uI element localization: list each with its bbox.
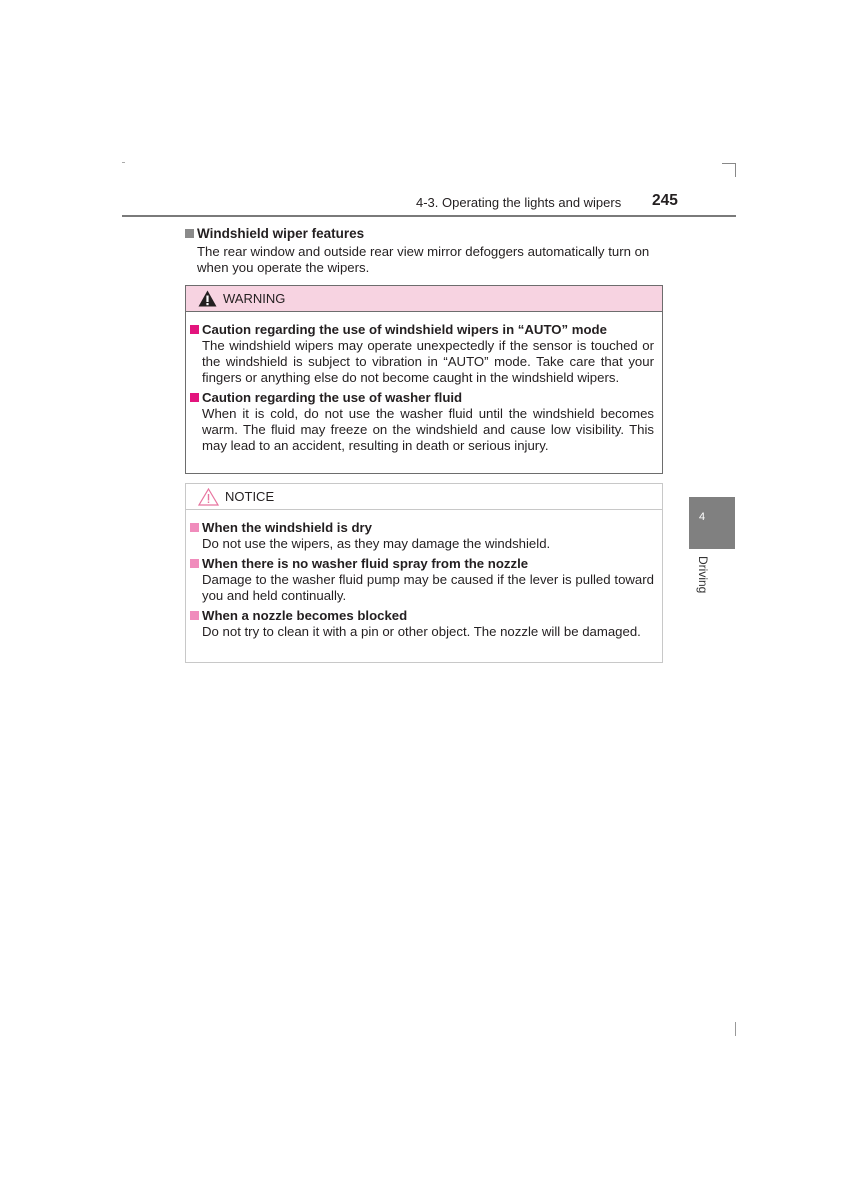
section-heading [185,225,665,242]
warning-label: WARNING [223,291,286,306]
crop-mark-bottom-right [735,1022,736,1036]
chapter-tab [689,497,735,549]
notice-header [186,484,662,510]
running-header-title: 4-3. Operating the lights and wipers [416,195,622,210]
section-windshield-wiper-features [185,225,665,276]
section-heading-text: Windshield wiper features [197,226,365,241]
crop-mark-top-left [122,162,125,163]
warning-item-body: When it is cold, do not use the washer fluid until the windshield becomes warm. The fluid may freeze on the windshield and cause low visibility. This may lead to an accident, resulting in death or serious injury. [202,406,654,453]
warning-item-heading [190,389,654,406]
gray-square-bullet-icon [185,229,194,238]
warning-item [190,389,654,454]
warning-item-heading [190,321,654,338]
header-rule [122,215,736,217]
section-body: The rear window and outside rear view mirror defoggers automatically turn on when you operate the wipers. [197,244,650,275]
notice-item-body: Do not try to clean it with a pin or other object. The nozzle will be damaged. [202,624,641,639]
warning-item-body: The windshield wipers may operate unexpectedly if the sensor is touched or the windshield is subject to vibration in “AUTO” mode. Take care that your fingers or anything else do not become caught in the windshield wipers. [202,338,654,385]
pink-square-bullet-icon [190,523,199,532]
chapter-tab-label [696,556,712,600]
notice-item-heading [190,519,654,536]
warning-triangle-icon [198,290,217,307]
crop-mark-top-right [722,163,735,164]
notice-item [190,607,654,640]
warning-item [190,321,654,386]
notice-item-heading-text: When the windshield is dry [202,520,372,535]
notice-item-body: Damage to the washer fluid pump may be caused if the lever is pulled toward you and held continually. [202,572,654,603]
warning-header [186,286,662,312]
notice-item-heading [190,607,654,624]
crop-mark-top-right-vertical [735,163,736,177]
magenta-square-bullet-icon [190,393,199,402]
warning-item-heading-text: Caution regarding the use of washer fluid [202,390,463,405]
chapter-tab-label-text: Driving [696,556,710,594]
notice-item-heading-text: When a nozzle becomes blocked [202,608,408,623]
pink-square-bullet-icon [190,559,199,568]
page-number: 245 [652,192,678,209]
notice-item-heading [190,555,654,572]
notice-item [190,519,654,552]
warning-box [185,285,663,474]
notice-item [190,555,654,604]
chapter-tab-number: 4 [699,511,706,523]
pink-square-bullet-icon [190,611,199,620]
notice-label: NOTICE [225,489,275,504]
notice-item-body: Do not use the wipers, as they may damage the windshield. [202,536,551,551]
notice-item-heading-text: When there is no washer fluid spray from the nozzle [202,556,529,571]
magenta-square-bullet-icon [190,325,199,334]
notice-box [185,483,663,663]
warning-item-heading-text: Caution regarding the use of windshield wipers in “AUTO” mode [202,322,607,337]
notice-triangle-icon [198,488,219,506]
